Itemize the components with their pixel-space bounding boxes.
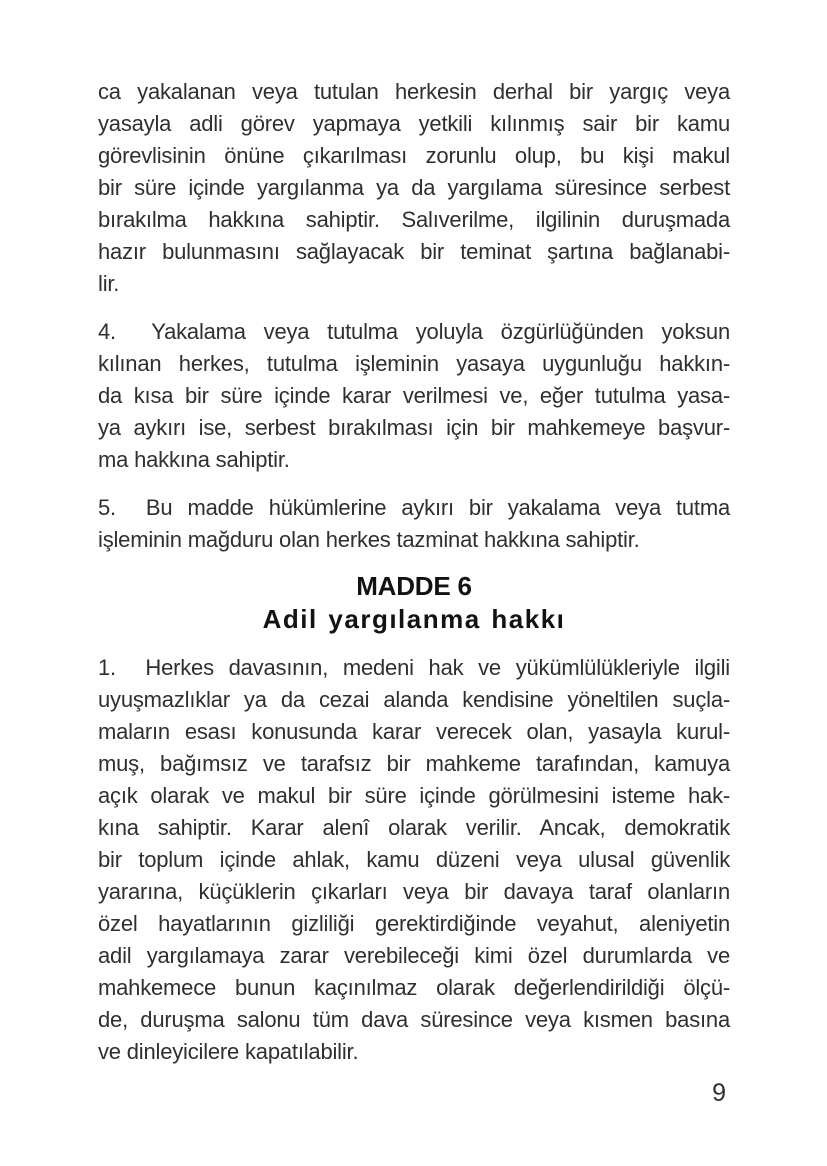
text-line: 4. Yakalama veya tutulma yoluyla özgürlüğünden yoksun — [98, 319, 730, 344]
paragraph — [98, 316, 730, 476]
text-line: 5. Bu madde hükümlerine aykırı bir yakalama veya tutma — [98, 495, 730, 520]
text-line: ma hakkına sahiptir. — [98, 447, 290, 472]
paragraph — [98, 652, 730, 1068]
paragraph — [98, 492, 730, 556]
text-line: 1. Herkes davasının, medeni hak ve yükümlülükleriyle ilgili — [98, 655, 730, 680]
text-line: ya aykırı ise, serbest bırakılması için bir mahkemeye başvur- — [98, 415, 730, 440]
text-line: bir süre içinde yargılanma ya da yargılama süresince serbest — [98, 175, 730, 200]
text-line: görevlisinin önüne çıkarılması zorunlu olup, bu kişi makul — [98, 143, 730, 168]
text-line: uyuşmazlıklar ya da cezai alanda kendisine yöneltilen suçla- — [98, 687, 730, 712]
text-line: bir toplum içinde ahlak, kamu düzeni veya ulusal güvenlik — [98, 847, 730, 872]
page-text-column — [98, 76, 730, 1068]
text-line: işleminin mağduru olan herkes tazminat hakkına sahiptir. — [98, 527, 640, 552]
text-line: de, duruşma salonu tüm dava süresince veya kısmen basına — [98, 1007, 730, 1032]
text-line: mahkemece bunun kaçınılmaz olarak değerlendirildiği ölçü- — [98, 975, 730, 1000]
page-number: 9 — [712, 1079, 726, 1107]
text-line: ca yakalanan veya tutulan herkesin derhal bir yargıç veya — [98, 79, 730, 104]
text-line: lir. — [98, 271, 120, 296]
text-line: muş, bağımsız ve tarafsız bir mahkeme tarafından, kamuya — [98, 751, 730, 776]
paragraph — [98, 76, 730, 300]
text-line: adil yargılamaya zarar verebileceği kimi özel durumlarda ve — [98, 943, 730, 968]
text-line: da kısa bir süre içinde karar verilmesi ve, eğer tutulma yasa- — [98, 383, 730, 408]
article-heading — [98, 570, 730, 636]
text-line: yasayla adli görev yapmaya yetkili kılınmış sair bir kamu — [98, 111, 730, 136]
article-title-heading: Adil yargılanma hakkı — [262, 604, 566, 634]
article-number-heading: MADDE 6 — [356, 571, 472, 601]
text-line: özel hayatlarının gizliliği gerektirdiğinde veyahut, aleniyetin — [98, 911, 730, 936]
text-line: hazır bulunmasını sağlayacak bir teminat şartına bağlanabi- — [98, 239, 730, 264]
text-line: ve dinleyicilere kapatılabilir. — [98, 1039, 359, 1064]
text-line: açık olarak ve makul bir süre içinde görülmesini isteme hak- — [98, 783, 730, 808]
text-line: yararına, küçüklerin çıkarları veya bir davaya taraf olanların — [98, 879, 730, 904]
text-line: maların esası konusunda karar verecek olan, yasayla kurul- — [98, 719, 730, 744]
text-line: kına sahiptir. Karar alenî olarak verilir. Ancak, demokratik — [98, 815, 730, 840]
text-line: bırakılma hakkına sahiptir. Salıverilme, ilgilinin duruşmada — [98, 207, 730, 232]
text-line: kılınan herkes, tutulma işleminin yasaya uygunluğu hakkın- — [98, 351, 730, 376]
